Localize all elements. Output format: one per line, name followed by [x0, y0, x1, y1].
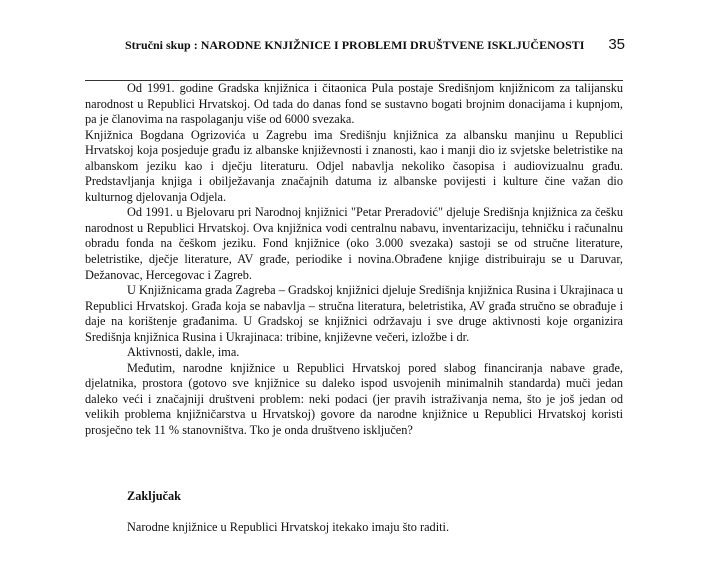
paragraph-rusyn-ukrainian: U Knjižnicama grada Zagreba – Gradskoj knjižnici djeluje Središnja knjižnica Rusina i Ukrajinaca u Republici Hrvatskoj. Građa koja se nabavlja – stručna literatura, beletristika, AV građa stručno se obrađuje i daje na korištenje građanima. U Gradskoj se knjižnici održavaju i sve druge aktivnosti koje organizira Središnja knjižnica Rusina i Ukrajinaca: tribine, književne večeri, izložbe i dr.	[85, 283, 623, 344]
header-title-main: NARODNE KNJIŽNICE I PROBLEMI DRUŠTVENE ISKLJUČENOSTI	[200, 38, 585, 52]
page-number: 35	[608, 36, 625, 53]
running-header	[85, 38, 623, 58]
paragraph-pula: Od 1991. godine Gradska knjižnica i čitaonica Pula postaje Središnjom knjižnicom za talijansku narodnost u Republici Hrvatskoj. Od tada do danas fond se sustavno bogati brojnim donacijama i kupnjom, pa je članovima na raspolaganju više od 6000 svezaka.	[85, 81, 623, 127]
paragraph-czech: Od 1991. u Bjelovaru pri Narodnoj knjižnici "Petar Preradović" djeluje Središnja knjižnica za češku narodnost u Republici Hrvatskoj. Ova knjižnica vodi centralnu nabavu, inventarizaciju, tehničku i računalnu obradu fonda na češkom jeziku. Fond knjižnice (oko 3.000 svezaka) sastoji se od stručne literature, beletristike, dječje literature, AV građe, periodike i novina.Obrađene knjige distribuiraju se u Daruvar, Dežanovac, Hercegovac i Zagreb.	[85, 205, 623, 282]
body-text	[85, 81, 623, 439]
paragraph-problem: Međutim, narodne knjižnice u Republici Hrvatskoj pored slabog financiranja nabave građe, djelatnika, prostora (gotovo sve knjižnice su daleko ispod usvojenih minimalnih standarda) muči jedan daleko veći i značajniji društveni problem: neki podaci (jer pravih istraživanja nema, što je još jedan od velikih problema knjižničarstva u Hrvatskoj) govore da narodne knjižnice u Republici Hrvatskoj koristi prosječno tek 11 % stanovništva. Tko je onda društveno isključen?	[85, 360, 623, 438]
header-title-prefix: Stručni skup :	[125, 38, 198, 52]
paragraph-albanian: Knjižnica Bogdana Ogrizovića u Zagrebu ima Središnju knjižnica za albansku manjinu u Republici Hrvatskoj koja posjeduje građu iz albanske književnosti i znanosti, kao i manji dio iz svjetske beletristike na albanskom jeziku kao i dječju literaturu. Odjel nabavlja nekoliko časopisa i audiovizualnu građu. Predstavljanja knjiga i obilježavanja značajnih datuma iz albanske povijesti i kulture čine važan dio kulturnog djelovanja Odjela.	[85, 127, 623, 204]
conclusion-paragraph: Narodne knjižnice u Republici Hrvatskoj itekako imaju što raditi.	[127, 520, 450, 534]
paragraph-activities: Aktivnosti, dakle, ima.	[127, 345, 240, 360]
header-title	[125, 38, 584, 53]
conclusion-heading: Zaključak	[127, 489, 181, 503]
